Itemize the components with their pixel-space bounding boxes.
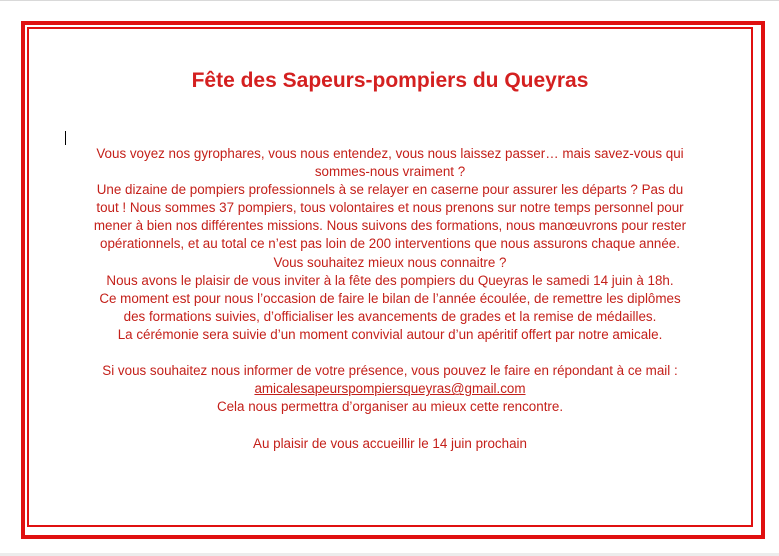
body-line: Ce moment est pour nous l’occasion de faire le bilan de l’année écoulée, de remettre les diplômes bbox=[99, 290, 681, 306]
closing-line: Au plaisir de vous accueillir le 14 juin prochain bbox=[253, 435, 527, 451]
body-line: Une dizaine de pompiers professionnels à se relayer en caserne pour assurer les départs ? Pas du bbox=[96, 182, 684, 198]
top-divider bbox=[0, 0, 779, 1]
body-line: tout ! Nous sommes 37 pompiers, tous volontaires et nous prenons sur notre temps personnel pour bbox=[96, 200, 684, 216]
body-line: sommes-nous vraiment ? bbox=[314, 164, 466, 180]
body-line: Nous avons le plaisir de vous inviter à la fête des pompiers du Queyras le samedi 14 juin à 18h. bbox=[106, 272, 674, 288]
email-line bbox=[60, 380, 720, 398]
body-line: Vous voyez nos gyrophares, vous nous entendez, vous nous laissez passer… mais savez-vous qui bbox=[96, 146, 684, 161]
body-line: mener à bien nos différentes missions. Nous suivons des formations, nous manœuvrons pour rester bbox=[93, 218, 687, 234]
organise-line: Cela nous permettra d’organiser au mieux cette rencontre. bbox=[216, 399, 564, 415]
body-line: opérationnels, et au total ce n’est pas loin de 200 interventions que nous assurons chaque année. bbox=[100, 236, 680, 252]
rsvp-line: Si vous souhaitez nous informer de votre présence, vous pouvez le faire en répondant à ce mail : bbox=[102, 363, 678, 379]
email-link[interactable]: amicalesapeurspompiersqueyras@gmail.com bbox=[254, 381, 526, 397]
body-line: Vous souhaitez mieux nous connaitre ? bbox=[273, 254, 507, 270]
body-line: des formations suivies, d’officialiser les avancements de grades et la remise de médailles. bbox=[123, 308, 657, 324]
document-title: Fête des Sapeurs-pompiers du Queyras bbox=[191, 69, 589, 92]
document-body[interactable] bbox=[60, 145, 720, 453]
text-cursor bbox=[65, 131, 66, 145]
paragraph-gap bbox=[60, 416, 720, 434]
paragraph-gap bbox=[60, 344, 720, 362]
body-line: La cérémonie sera suivie d’un moment convivial autour d’un apéritif offert par notre amicale. bbox=[117, 326, 663, 342]
